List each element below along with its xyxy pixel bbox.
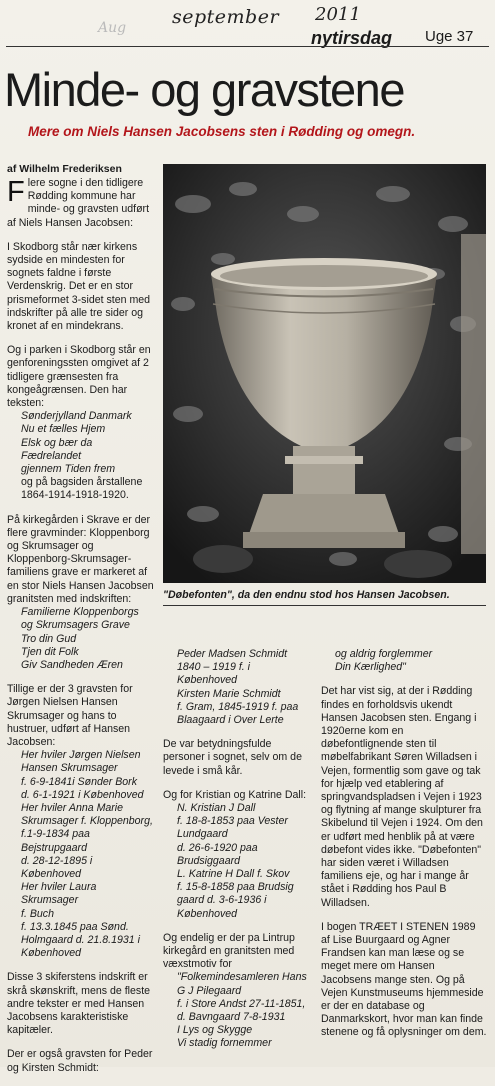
- subheadline: Mere om Niels Hansen Jacobsens sten i Rødding og omegn.: [28, 124, 416, 139]
- paragraph: I bogen TRÆET I STENEN 1989 af Lise Buurgaard og Agner Frandsen kan man læse og se meget mere om Hansen Jacobsens mange sten. Og på Vejen Kunstmuseums hjemmeside er der en database og Danmarkskort, hvor man kan finde stenene og få oplysninger om dem.: [321, 920, 487, 1039]
- inscription-line: og Skrumsagers Grave: [21, 619, 130, 632]
- photo-caption: "Døbefonten", da den endnu stod hos Hansen Jacobsen.: [163, 589, 450, 601]
- paragraph: Tillige er der 3 gravsten for Jørgen Nielsen Hansen Skrumsager og hans to hustruer, udført af Hansen Jacobsen:: [7, 683, 133, 748]
- inscription-line: N. Kristian J Dall: [177, 802, 256, 815]
- column-1: [7, 177, 155, 1086]
- inscription-line: f. 6-9-1841i Sønder Bork: [21, 775, 137, 788]
- headline: Minde- og gravstene: [4, 63, 404, 116]
- inscription-line: Københoved: [21, 947, 82, 960]
- inscription-line: L. Katrine H Dall f. Skov: [177, 868, 290, 881]
- paragraph-text: lere sogne i den tidligere Rødding kommune har minde- og gravsten udført af Niels Hansen Jacobsen:: [7, 177, 150, 229]
- inscription-pilegaard-cont: [321, 648, 487, 674]
- intro-paragraph: [7, 177, 155, 230]
- inscription-line: f. 18-8-1853 paa Vester: [177, 815, 288, 828]
- inscription-line: Skrumsager f. Kloppenborg,: [21, 815, 153, 828]
- inscription-line: Kirsten Marie Schmidt: [177, 687, 281, 700]
- inscription-line: Tro din Gud: [21, 632, 77, 645]
- inscription-skrumsager: [7, 749, 155, 960]
- paragraph: Disse 3 skiferstens indskrift er skrå skønskrift, mens de fleste andre tekster er med Hansen Jacobsens karakteristiske kapitæler.: [7, 971, 151, 1037]
- inscription-line: Giv Sandheden Æren: [21, 658, 123, 671]
- inscription-families: [7, 606, 155, 672]
- caption-rule: [163, 605, 486, 606]
- inscription-line: d. 26-6-1920 paa: [177, 841, 258, 854]
- inscription-line: Her hviler Anna Marie: [21, 801, 124, 814]
- inscription-reunification: [7, 410, 155, 476]
- paragraph: og på bagsiden årstallene 1864-1914-1918-1920.: [21, 476, 143, 502]
- week-label: Uge 37: [425, 28, 474, 45]
- paragraph: Og for Kristian og Katrine Dall:: [163, 788, 307, 801]
- handwritten-date: september: [172, 6, 280, 28]
- inscription-line: Brudsiggaard: [177, 854, 241, 867]
- inscription-line: G J Pilegaard: [177, 984, 242, 997]
- inscription-line: d. Bavngaard 7-8-1931: [177, 1011, 286, 1024]
- inscription-line: Nu et fælles Hjem: [21, 423, 106, 436]
- inscription-line: f. i Store Andst 27-11-1851,: [177, 997, 306, 1010]
- inscription-line: Peder Madsen Schmidt: [177, 648, 288, 660]
- inscription-line: I Lys og Skygge: [177, 1024, 253, 1037]
- inscription-line: Familierne Kloppenborgs: [21, 606, 139, 619]
- inscription-line: f. Buch: [21, 907, 54, 920]
- inscription-line: "Folkemindesamleren Hans: [177, 971, 307, 984]
- inscription-line: d. 6-1-1921 i Københoved: [21, 788, 144, 801]
- baptismal-font-photo: [163, 164, 486, 583]
- inscription-line: Her hviler Jørgen Nielsen: [21, 749, 141, 762]
- paragraph: De var betydningsfulde personer i sognet, selv om de levede i små kår.: [163, 738, 302, 777]
- paragraph: Det har vist sig, at der i Rødding findes en forholdsvis ukendt Hansen Jacobsen sten. Engang i 1920erne kom en døbefontlignende sten til møbelfabrikant Søren Willadsen i Vejen, formentlig som gave og tak for hjælp ved etablering af springvandspladsen i Vejen i 1923 og flytning af mange skulpturer fra Skibelund til Vejen i 1924. Om den er udført med henblik på at være døbefont vides ikke. "Døbefonten" har siden været i Willadsen familiens eje, og har i mange år stået i Rødding hos Paul B Willadsen.: [321, 685, 483, 909]
- inscription-line: gaard d. 3-6-1936 i: [177, 894, 267, 907]
- inscription-line: f.1-9-1834 paa Bejstrupgaard: [21, 828, 90, 854]
- inscription-line: gjennem Tiden frem: [21, 463, 116, 476]
- paragraph: Og i parken i Skodborg står en genforeningssten omgivet af 2 tidligere grænsesten fra kongeågrænsen. Den har teksten:: [7, 344, 151, 410]
- inscription-line: Lundgaard: [177, 828, 228, 841]
- inscription-line: Blaagaard i Over Lerte: [177, 714, 284, 727]
- column-2: [163, 648, 311, 1051]
- inscription-line: Her hviler Laura Skrumsager: [21, 881, 97, 907]
- inscription-line: Vi stadig fornemmer: [177, 1037, 272, 1050]
- inscription-pilegaard: [163, 971, 311, 1050]
- inscription-schmidt: [163, 648, 311, 727]
- inscription-line: Sønderjylland Danmark: [21, 410, 132, 423]
- handwritten-year: 2011: [315, 4, 361, 25]
- inscription-line: f. 13.3.1845 paa Sønd.: [21, 920, 129, 933]
- inscription-line: Holmgaard d. 21.8.1931 i: [21, 933, 140, 946]
- inscription-dall: [163, 802, 311, 921]
- inscription-line: d. 28-12-1895 i Københoved: [21, 854, 93, 880]
- inscription-line: f. Gram, 1845-1919 f. paa: [177, 700, 299, 713]
- inscription-line: 1840 – 1919 f. i Københoved: [177, 661, 251, 687]
- inscription-line: Tjen dit Folk: [21, 645, 79, 658]
- masthead-rule: [6, 46, 489, 47]
- paragraph: Der er også gravsten for Peder og Kirsten Schmidt:: [7, 1048, 153, 1074]
- inscription-line: Elsk og bær da Fædrelandet: [21, 436, 93, 462]
- inscription-line: og aldrig forglemmer: [335, 648, 433, 660]
- faded-ink-mark: Aug: [98, 20, 127, 36]
- paragraph: Og endelig er der pa Lintrup kirkegård en granitsten med væxstmotiv for: [163, 931, 295, 971]
- column-3: [321, 648, 487, 1051]
- inscription-line: Københoved: [177, 907, 238, 920]
- inscription-line: Din Kærlighed": [335, 661, 406, 674]
- inscription-line: f. 15-8-1858 paa Brudsig: [177, 881, 294, 894]
- drop-cap: F: [7, 176, 25, 208]
- paragraph: På kirkegården i Skrave er der flere gravminder: Kloppenborg og Skrumsager og Kloppenborg-Skrumsager-familiens grave er markeret af en stor Niels Hansen Jacobsen granitsten med indskriften:: [7, 513, 154, 605]
- byline: af Wilhelm Frederiksen: [7, 163, 122, 175]
- inscription-line: Hansen Skrumsager: [21, 762, 118, 775]
- paper-name: nytirsdag: [311, 28, 393, 48]
- paragraph: I Skodborg står nær kirkens sydside en mindesten for sognets faldne i første Verdenskrig. Det er en stor prismeformet 3-sidet sten med indskrifter på alle tre sider og kronet af en mindekrans.: [7, 240, 151, 333]
